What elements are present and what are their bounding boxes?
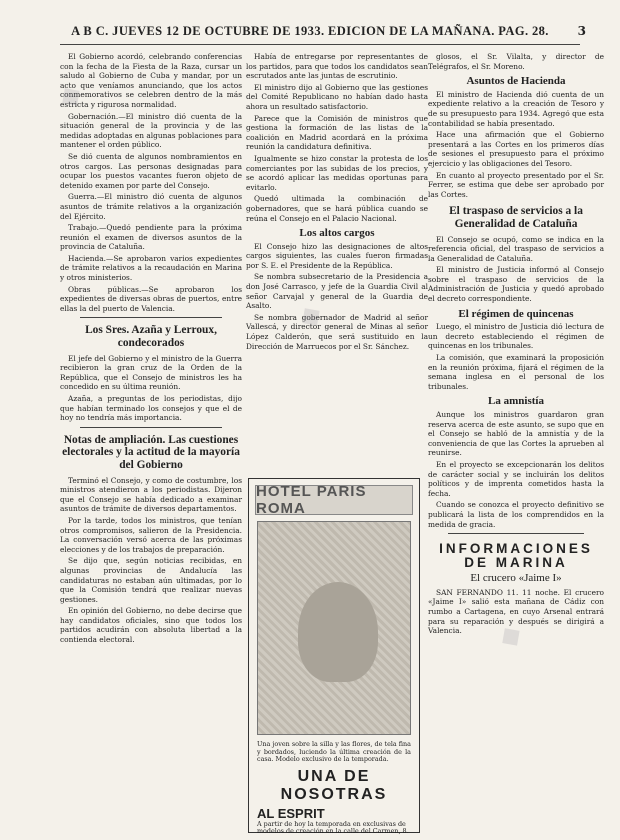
col3-paragraph: SAN FERNANDO 11. 11 noche. El crucero «Jaime I» salió esta mañana de Cádiz con rumbo a Cartagena, en cuyo Arsenal entrará para su reparación y después se dirigirá a Valencia. <box>428 587 604 636</box>
col1-paragraph: Hacienda.—Se aprobaron varios expedientes de trámite relativos a la recaudación en Marina y otros ministerios. <box>60 253 242 283</box>
watermark-mark: ◆ <box>492 617 527 654</box>
col3-paragraph: El ministro de Hacienda dió cuenta de un expediente relativo a la creación de Tesoro y de su presupuesto para 1934. Agregó que esta contabilidad se había presentado. <box>428 89 604 128</box>
col1-paragraph: Por la tarde, todos los ministros, que tenían otros compromisos, salieron de la Presidencia. La conversación versó acerca de las próximas elecciones y de los trabajos de preparación. <box>60 515 242 554</box>
col3-paragraph: Aunque los ministros guardaron gran reserva acerca de este asunto, se supo que en el Consejo se habló de la amnistía y de la conveniencia de que las Cortes la aprueben al reunirse. <box>428 410 604 458</box>
col2-paragraph: El Consejo hizo las designaciones de altos cargos siguientes, las cuales fueron firmadas por S. E. el Presidente de la República. <box>246 241 428 270</box>
ad-figure-icon <box>298 582 378 682</box>
col2-paragraph: Se nombra subsecretario de la Presidencia a don José Carrasco, y jefe de la Guardia Civil al señor Carvajal y general de la Guardia de Asalto. <box>246 272 428 311</box>
section-rule <box>80 317 222 318</box>
col1-paragraph: Terminó el Consejo, y como de costumbre, los ministros atendieron a los periodistas. Dijeron que el Consejo se había dedicado a examinar asuntos de trámite de diversos departamentos. <box>60 475 242 514</box>
ad-brand: AL ESPRIT <box>257 805 325 821</box>
ad-caption: Una joven sobre la silla y las flores, de tela fina y bordados, luciendo la última creación de la casa. Modelo exclusivo de la temporada. <box>257 740 411 764</box>
col3-paragraph: El Consejo se ocupó, como se indica en la referencia oficial, del traspaso de servicios a la Generalidad de Cataluña. <box>428 234 604 263</box>
col3-paragraph: Luego, el ministro de Justicia dió lectura de un decreto estableciendo el régimen de quincenas en los tribunales. <box>428 322 604 351</box>
col1-paragraph: Gobernación.—El ministro dió cuenta de la situación general de la provincia y de las medidas adoptadas en algunas poblaciones para mantener el orden público. <box>60 111 242 150</box>
subhead-quincenas: El régimen de quincenas <box>458 307 574 320</box>
subhead-amnistia: La amnistía <box>488 395 544 408</box>
watermark-mark: ◆ <box>292 297 327 334</box>
col3-paragraph: Hace una afirmación que el Gobierno presentará a las Cortes en los primeros días de sesiones el presupuesto para el próximo ejercicio y las obligaciones del Tesoro. <box>428 130 604 168</box>
col1-paragraph: Trabajo.—Quedó pendiente para la próxima reunión el examen de diversos asuntos de la provincia de Cataluña. <box>60 223 242 252</box>
column-1 <box>60 52 242 647</box>
col1-paragraph: El jefe del Gobierno y el ministro de la Guerra recibieron la gran cruz de la Orden de la República, que el Consejo de ministros les ha concedido en su última reunión. <box>60 353 242 392</box>
col1-paragraph: Se dió cuenta de algunos nombramientos en otros cargos. Las personas designadas para ocupar los puestos vacantes fueron objeto de detenido examen por parte del Consejo. <box>60 151 242 190</box>
ad-address: A partir de hoy la temporada en exclusivas de modelos de creación en la calle del Carmen, 8. <box>257 819 409 836</box>
page-header: A B C. JUEVES 12 DE OCTUBRE DE 1933. EDICION DE LA MAÑANA. PAG. 28. <box>71 24 549 38</box>
col2-paragraph: Quedó ultimada la combinación de gobernadores, que se hará pública cuando se reúna el Consejo en el Palacio Nacional. <box>246 194 428 223</box>
col3-paragraph: En cuanto al proyecto presentado por el Sr. Ferrer, se estima que debe ser aprobado por las Cortes. <box>428 170 604 199</box>
col1-paragraph: Obras públicas.—Se aprobaron los expedientes de diversas obras de puertos, entre ellas la del puerto de Valencia. <box>60 284 242 313</box>
col1-paragraph: Azaña, a preguntas de los periodistas, dijo que habían terminado los consejos y que el de hoy no tendría más importancia. <box>60 394 242 423</box>
subhead-hacienda: Asuntos de Hacienda <box>466 75 566 88</box>
ad-headline: UNA DE NOSOTRAS <box>280 767 388 803</box>
col2-paragraph: Igualmente se hizo constar la protesta de los comerciantes por las subidas de los precios, y se acordó aplicar las medidas oportunas para evitarlo. <box>246 153 428 192</box>
section-rule <box>80 427 222 428</box>
advertisement <box>248 478 420 836</box>
col3-paragraph: Cuando se conozca el proyecto definitivo se publicará la lista de los comprendidos en la medida de gracia. <box>428 500 604 529</box>
headline-traspaso: El traspaso de servicios a la Generalidad de Cataluña <box>449 205 583 230</box>
col3-paragraph: La comisión, que examinará la proposición en la reunión próxima, fijará el régimen de la semana inglesa en el personal de los tribunales. <box>428 353 604 391</box>
header-rule <box>60 44 580 45</box>
col3-paragraph: glosos, el Sr. Vilalta, y director de Telégrafos, el Sr. Moreno. <box>428 52 604 71</box>
col1-paragraph: Guerra.—El ministro dió cuenta de algunos asuntos de trámite relativos a la organización del Ejército. <box>60 192 242 221</box>
watermark-mark: ◆ <box>52 77 87 114</box>
col1-paragraph: En opinión del Gobierno, no debe decirse que hay candidatos oficiales, sino que todos los partidos acudirán con absoluta libertad a la contienda electoral. <box>60 606 242 645</box>
col3-paragraph: El ministro de Justicia informó al Consejo sobre el traspaso de servicios de la Administración de Justicia y quedó aprobado el decreto correspondiente. <box>428 265 604 304</box>
headline-notas-ampliacion: Notas de ampliación. Las cuestiones electorales y la actitud de la mayoría del Gobierno <box>62 433 240 471</box>
col2-paragraph: Se nombra gobernador de Madrid al señor Vallescá, y director general de Minas al señor López Calderón, que será sustituido en la Dirección de Marruecos por el Sr. Sánchez. <box>246 312 428 351</box>
column-3 <box>428 52 604 638</box>
subhead-jaime: El crucero «Jaime I» <box>470 572 562 585</box>
page-mark: 3 <box>577 24 586 38</box>
col3-paragraph: En el proyecto se excepcionarán los delitos de carácter social y se incluirán los delitos políticos y de imprenta cometidos hasta la fecha. <box>428 459 604 498</box>
ad-top-banner: HOTEL PARIS ROMA <box>255 485 413 515</box>
col1-paragraph: El Gobierno acordó, celebrando conferencias con la fecha de la Fiesta de la Raza, cursar un saludo al Gobierno de Cuba y mandar, por un acto que veníamos anunciando, que los actos conmemorativos se celebren dentro de la más estricta y rigurosa normalidad. <box>60 52 242 109</box>
col2-paragraph: El ministro dijo al Gobierno que las gestiones del Comité Republicano no habían dado hasta ahora un resultado satisfactorio. <box>246 82 428 111</box>
section-rule <box>448 533 584 534</box>
section-title-marina: INFORMACIONES DE MARINA <box>439 541 593 571</box>
col1-paragraph: Se dijo que, según noticias recibidas, en algunas provincias de Andalucía las candidaturas no estaban aún ultimadas, por lo que la Comisión tendrá que realizar nuevas gestiones. <box>60 556 242 604</box>
col2-paragraph: Parece que la Comisión de ministros que gestiona la formación de las listas de la coalición en Madrid acordará en la próxima reunión la candidatura definitiva. <box>246 113 428 152</box>
subhead-altos-cargos: Los altos cargos <box>299 227 375 240</box>
col2-paragraph: Había de entregarse por representantes de los partidos, para que todos los candidatos sean escrutados ante las juntas de escrutinio. <box>246 52 428 81</box>
column-2 <box>246 52 428 353</box>
headline-azana-lerroux: Los Sres. Azaña y Lerroux, condecorados <box>85 324 217 350</box>
ad-illustration <box>257 521 411 735</box>
